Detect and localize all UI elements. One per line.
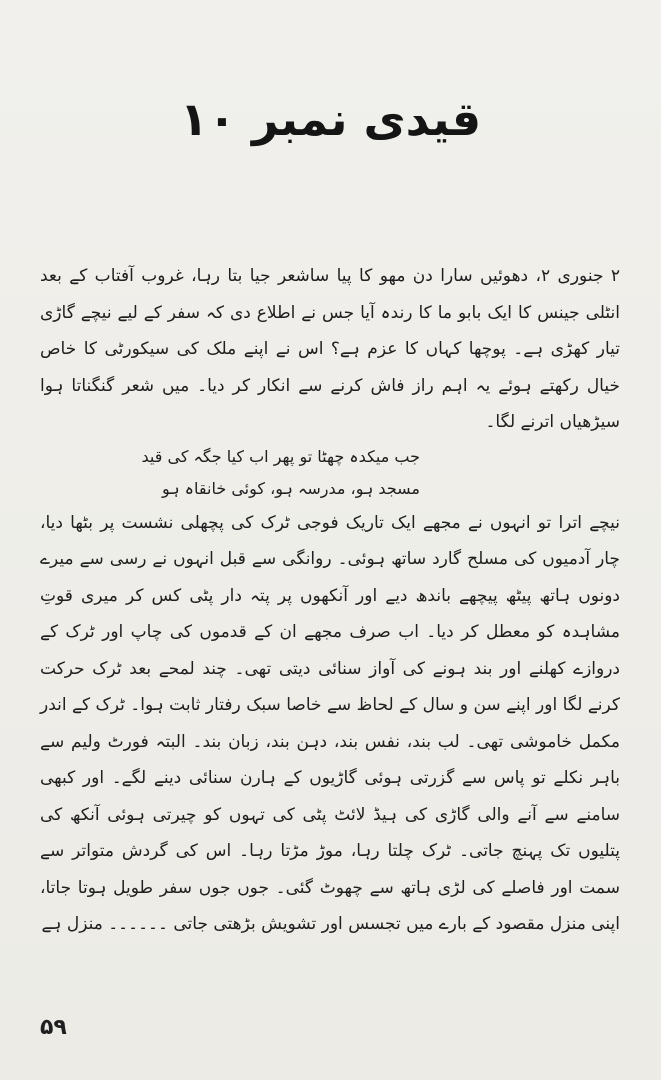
verse-couplet — [40, 441, 620, 505]
body-text — [40, 258, 620, 943]
chapter-title: قیدی نمبر ۱۰ — [179, 92, 482, 146]
paragraph: نیچے اترا تو انہوں نے مجھے ایک تاریک فوجی ٹرک کی پچھلی نشست پر بٹھا دیا، چار آدمیوں کی مسلح گارد ساتھ ہوئی۔ روانگی سے قبل انہوں نے رسی سے میرے دونوں ہاتھ پیٹھ پیچھے باندھ دیے اور آنکھوں پر پتہ دار پٹی کس کر میری قوتِ مشاہدہ کو معطل کر دیا۔ اب صرف مجھے ان کے قدموں کی چاپ اور ٹرک کے دروازے کھلنے اور بند ہونے کی آواز سنائی دیتی تھی۔ چند لمحے بعد ٹرک حرکت کرنے لگا اور اپنے سن و سال کے لحاظ سے خاصا سبک رفتار ثابت ہوا۔ ٹرک کے اندر مکمل خاموشی تھی۔ لب بند، نفس بند، دہن بند، زبان بند۔ البتہ فورٹ ولیم سے باہر نکلے تو پاس سے گزرتی ہوئی گاڑیوں کے ہارن سنائی دینے لگے۔ اور کبھی سامنے سے آنے والی گاڑی کی ہیڈ لائٹ پٹی کی تہوں کو چیرتی ہوئی آنکھ کی پتلیوں تک پہنچ جاتی۔ ٹرک چلتا رہا، موڑ مڑتا رہا۔ اس کی گردش متواتر سے سمت اور فاصلے کی لڑی ہاتھ سے چھوٹ گئی۔ جوں جوں سفر طویل ہوتا جاتا، اپنی منزل مقصود کے بارے میں تجسس اور تشویش بڑھتی جاتی ۔۔۔۔۔۔ منزل ہے — [40, 512, 620, 934]
verse-line: مسجد ہو، مدرسہ ہو، کوئی خانقاہ ہو — [161, 478, 420, 498]
verse-line: جب میکدہ چھٹا تو پھر اب کیا جگہ کی قید — [141, 446, 420, 466]
paragraph: ۲ جنوری ۲، دھوئیں سارا دن مھو کا پیا ساشعر جیا بتا رہا، غروب آفتاب کے بعد انٹلی جینس کا ایک بابو ما کا رندہ آیا جس نے اطلاع دی کہ سفر کے لیے نیچے گاڑی تیار کھڑی ہے۔ پوچھا کہاں کا عزم ہے؟ اس نے اپنے ملک کی سیکورٹی کا خاص خیال رکھتے ہوئے یہ اہم راز فاش کرنے سے انکار کر دیا۔ میں شعر گنگناتا ہوا سیڑھیاں اترنے لگا۔ — [40, 266, 620, 432]
page-number: ۵۹ — [40, 1015, 67, 1040]
